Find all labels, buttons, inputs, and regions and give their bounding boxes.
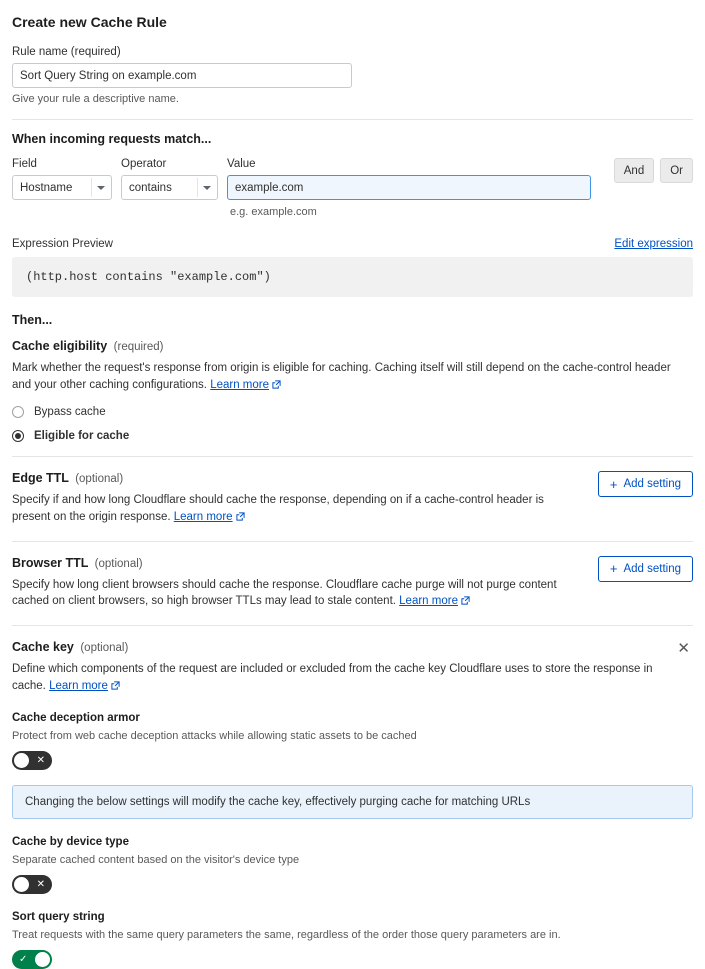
browser-ttl-add-setting-label: Add setting (623, 562, 681, 575)
toggle-off-icon: ✕ (36, 755, 45, 767)
toggle-knob (14, 753, 29, 768)
plus-icon: + (609, 476, 618, 492)
cache-key-optional: (optional) (80, 642, 129, 655)
browser-ttl-text (12, 556, 582, 611)
cache-key-title (12, 640, 674, 654)
edge-ttl-title (12, 471, 582, 485)
external-link-icon (111, 679, 120, 696)
radio-bypass-cache[interactable] (12, 406, 693, 418)
browser-ttl-description-text: Specify how long client browsers should cache the response. Cloudflare cache purge will not purge content cached on client browsers, so high browser TTLs may lead to stale content. (12, 578, 557, 608)
field-select[interactable] (12, 175, 112, 200)
value-label: Value (227, 158, 256, 170)
logic-buttons (608, 158, 693, 183)
external-link-icon (461, 594, 470, 611)
match-row (12, 158, 693, 200)
learn-more-link[interactable] (49, 680, 120, 692)
then-label: Then... (12, 313, 53, 327)
cache-key-info-banner: Changing the below settings will modify the cache key, effectively purging cache for matching URLs (12, 785, 693, 819)
cache-eligibility-description-text: Mark whether the request's response from origin is eligible for caching. Caching itself will still depend on the cache-control header and your other caching configurations. (12, 362, 671, 391)
or-button[interactable]: Or (660, 158, 693, 183)
cache-by-device-type-description: Separate cached content based on the visitor's device type (12, 854, 300, 867)
edit-expression-link[interactable]: Edit expression (614, 238, 693, 250)
value-group (227, 158, 591, 200)
edge-ttl-optional: (optional) (75, 473, 124, 486)
sort-query-string-title: Sort query string (12, 911, 105, 924)
page-title: Create new Cache Rule (12, 14, 167, 30)
browser-ttl-title (12, 556, 582, 570)
operator-select-value: contains (129, 181, 172, 194)
edge-ttl-section (12, 471, 693, 526)
cache-eligibility-title (12, 339, 693, 353)
browser-ttl-section (12, 556, 693, 611)
rule-name-group (12, 46, 693, 105)
value-helper: e.g. example.com (230, 206, 317, 218)
select-separator (197, 178, 198, 197)
radio-eligible-for-cache[interactable] (12, 430, 693, 442)
learn-more-label: Learn more (399, 595, 458, 608)
cache-eligibility-section (12, 339, 693, 442)
match-section-title: When incoming requests match... (12, 132, 212, 146)
cache-key-header (12, 640, 693, 695)
learn-more-label: Learn more (210, 378, 269, 391)
edge-ttl-text (12, 471, 582, 526)
learn-more-label: Learn more (49, 679, 108, 692)
radio-bypass-cache-indicator[interactable] (12, 406, 24, 418)
toggle-off-icon: ✕ (36, 879, 45, 891)
operator-group (121, 158, 218, 200)
divider (12, 625, 693, 626)
expression-preview-header (12, 238, 693, 250)
sort-query-string-toggle[interactable] (12, 950, 52, 969)
edge-ttl-add-setting-label: Add setting (623, 478, 681, 491)
cache-eligibility-description (12, 360, 682, 394)
cache-by-device-type-toggle[interactable] (12, 875, 52, 894)
learn-more-link[interactable] (399, 595, 470, 607)
expression-preview-label: Expression Preview (12, 238, 113, 250)
external-link-icon (272, 378, 281, 395)
field-select-value: Hostname (20, 181, 73, 194)
radio-eligible-for-cache-indicator[interactable] (12, 430, 24, 442)
radio-eligible-for-cache-label: Eligible for cache (34, 430, 130, 443)
browser-ttl-add-setting-button[interactable] (598, 556, 693, 582)
radio-bypass-cache-label: Bypass cache (34, 406, 106, 419)
cache-key-section (12, 640, 693, 969)
select-separator (91, 178, 92, 197)
browser-ttl-title-text: Browser TTL (12, 555, 89, 570)
toggle-knob (14, 877, 29, 892)
cache-key-description (12, 661, 674, 695)
operator-label: Operator (121, 158, 167, 170)
external-link-icon (236, 510, 245, 527)
rule-name-input[interactable] (12, 63, 352, 88)
divider (12, 119, 693, 120)
toggle-on-icon: ✓ (19, 954, 28, 966)
divider (12, 456, 693, 457)
edge-ttl-add-setting-button[interactable] (598, 471, 693, 497)
learn-more-link[interactable] (174, 511, 245, 523)
sort-query-string-description: Treat requests with the same query parameters the same, regardless of the order those query parameters are in. (12, 929, 561, 942)
close-icon[interactable]: ✕ (677, 640, 690, 658)
chevron-down-icon (97, 186, 105, 190)
learn-more-link[interactable] (210, 379, 281, 391)
and-button[interactable]: And (614, 158, 654, 183)
edge-ttl-title-text: Edge TTL (12, 471, 69, 486)
learn-more-label: Learn more (173, 511, 233, 524)
field-group (12, 158, 112, 200)
field-label: Field (12, 158, 37, 170)
edge-ttl-description-text: Specify if and how long Cloudflare should cache the response, depending on if a cache-control header is present on the origin response. (12, 494, 544, 524)
rule-name-helper: Give your rule a descriptive name. (12, 93, 179, 105)
cache-eligibility-title-text: Cache eligibility (12, 339, 108, 353)
divider (12, 541, 693, 542)
plus-icon: + (609, 561, 618, 577)
cache-deception-armor-description: Protect from web cache deception attacks while allowing static assets to be cached (12, 730, 417, 743)
cache-by-device-type-title: Cache by device type (12, 836, 129, 849)
operator-select[interactable] (121, 175, 218, 200)
rule-name-label: Rule name (required) (12, 46, 121, 58)
browser-ttl-optional: (optional) (94, 557, 143, 570)
value-input[interactable] (227, 175, 591, 200)
edge-ttl-description (12, 492, 572, 526)
cache-key-title-text: Cache key (12, 640, 74, 655)
browser-ttl-description (12, 577, 572, 611)
cache-key-description-text: Define which components of the request are included or excluded from the cache key Cloudflare uses to store the response in cache. (12, 663, 653, 692)
expression-code: (http.host contains "example.com") (12, 257, 693, 297)
cache-deception-armor-title: Cache deception armor (12, 712, 140, 725)
cache-deception-armor-toggle[interactable] (12, 751, 52, 770)
chevron-down-icon (203, 186, 211, 190)
toggle-knob (35, 952, 50, 967)
cache-eligibility-required: (required) (113, 341, 164, 353)
